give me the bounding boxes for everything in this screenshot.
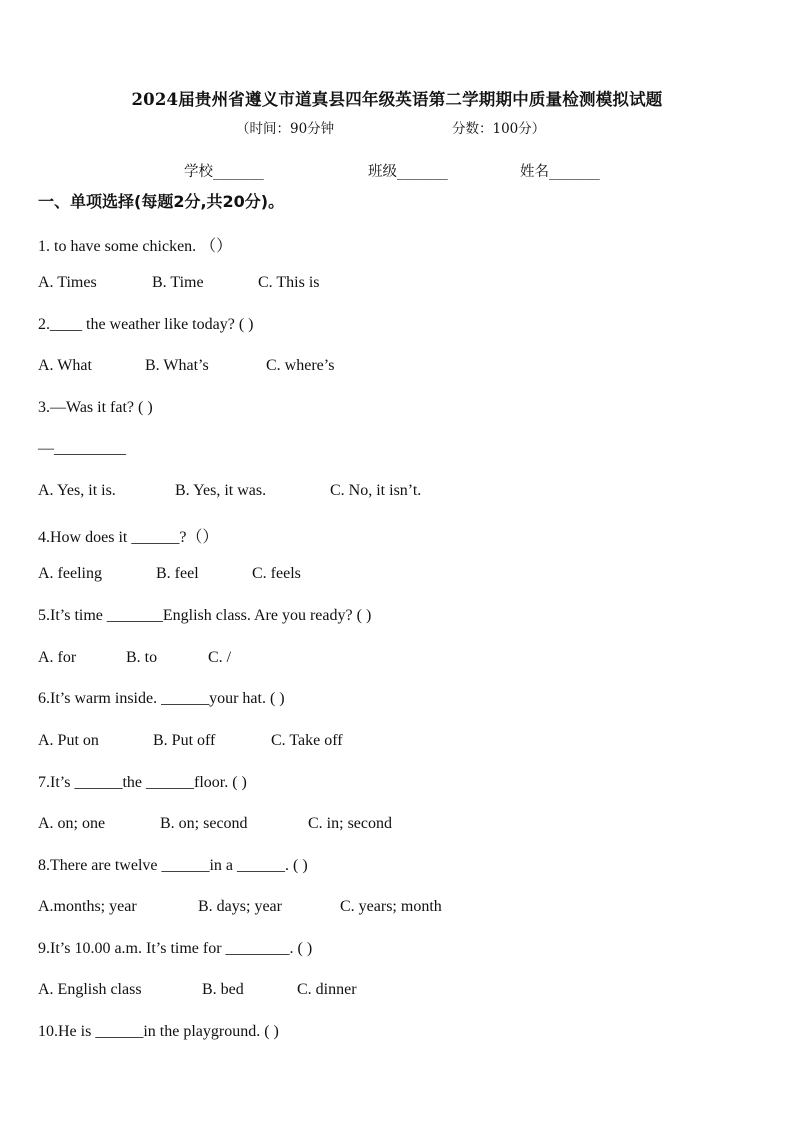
question-stem: 8.There are twelve ______in a ______. ( ) bbox=[38, 857, 308, 874]
option-c: C. / bbox=[208, 649, 232, 666]
question-stem: 5.It’s time _______English class. Are you ready? ( ) bbox=[38, 607, 372, 624]
answer-line: —_________ bbox=[38, 440, 126, 457]
name-label: 姓名 bbox=[520, 164, 549, 180]
question-options bbox=[38, 565, 301, 583]
option-b: B. feel bbox=[156, 565, 199, 582]
school-label: 学校 bbox=[184, 164, 213, 180]
school-blank: _______ bbox=[213, 164, 264, 180]
class-blank: _______ bbox=[397, 164, 448, 180]
question-stem: 4.How does it ______?（） bbox=[38, 529, 219, 546]
option-b: B. Time bbox=[152, 274, 204, 291]
option-a: A. Put on bbox=[38, 732, 99, 749]
option-a: A. What bbox=[38, 357, 92, 374]
option-c: C. in; second bbox=[308, 815, 392, 832]
question-stem: 7.It’s ______the ______floor. ( ) bbox=[38, 774, 247, 791]
question-options bbox=[38, 274, 320, 292]
question-options bbox=[38, 649, 231, 667]
option-a: A. English class bbox=[38, 981, 142, 998]
question-options bbox=[38, 981, 357, 999]
option-c: C. dinner bbox=[297, 981, 357, 998]
option-c: C. No, it isn’t. bbox=[330, 482, 422, 499]
question-options bbox=[38, 482, 421, 500]
question-options bbox=[38, 815, 392, 833]
question-stem: 2.____ the weather like today? ( ) bbox=[38, 316, 254, 333]
question-options bbox=[38, 357, 334, 375]
option-c: C. feels bbox=[252, 565, 301, 582]
option-b: B. Yes, it was. bbox=[175, 482, 267, 499]
option-c: C. Take off bbox=[271, 732, 343, 749]
school-field bbox=[184, 160, 264, 181]
option-b: B. Put off bbox=[153, 732, 216, 749]
question-options bbox=[38, 732, 343, 750]
option-a: A. on; one bbox=[38, 815, 106, 832]
option-c: C. This is bbox=[258, 274, 320, 291]
class-field bbox=[368, 160, 448, 181]
option-b: B. to bbox=[126, 649, 158, 666]
section-title: 一、单项选择(每题2分,共20分)。 bbox=[38, 192, 285, 211]
option-b: B. What’s bbox=[145, 357, 209, 374]
name-blank: _______ bbox=[549, 164, 600, 180]
question-stem: 9.It’s 10.00 a.m. It’s time for ________. ( ) bbox=[38, 940, 313, 957]
option-b: B. on; second bbox=[160, 815, 248, 832]
question-stem: 10.He is ______in the playground. ( ) bbox=[38, 1023, 279, 1040]
exam-title: 2024届贵州省遵义市道真县四年级英语第二学期期中质量检测模拟试题 bbox=[131, 90, 663, 109]
question-stem: 1. to have some chicken. （） bbox=[38, 238, 233, 255]
class-label: 班级 bbox=[368, 164, 397, 180]
option-b: B. days; year bbox=[198, 898, 282, 915]
question-stem: 6.It’s warm inside. ______your hat. ( ) bbox=[38, 690, 285, 707]
option-b: B. bed bbox=[202, 981, 244, 998]
option-a: A. feeling bbox=[38, 565, 102, 582]
option-a: A.months; year bbox=[38, 898, 137, 915]
option-a: A. Times bbox=[38, 274, 97, 291]
question-stem: 3.—Was it fat? ( ) bbox=[38, 399, 153, 416]
exam-score: 分数：100分） bbox=[452, 121, 546, 137]
name-field bbox=[520, 160, 600, 181]
option-c: C. where’s bbox=[266, 357, 335, 374]
option-a: A. Yes, it is. bbox=[38, 482, 116, 499]
exam-time: （时间：90分钟 bbox=[236, 121, 335, 137]
question-options bbox=[38, 898, 442, 916]
option-c: C. years; month bbox=[340, 898, 442, 915]
option-a: A. for bbox=[38, 649, 77, 666]
